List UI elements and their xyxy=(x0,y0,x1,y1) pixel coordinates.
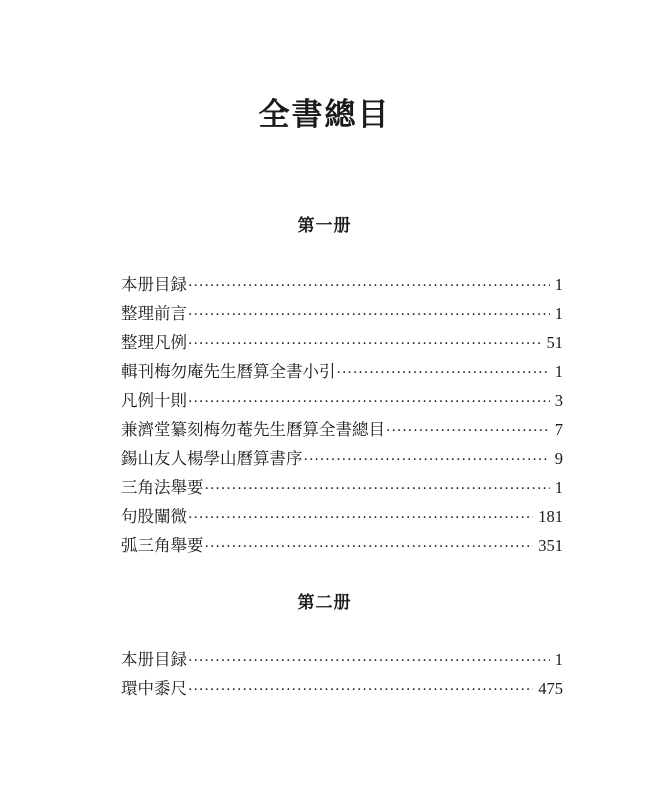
toc-entry-page: 181 xyxy=(538,507,563,526)
toc-entry-page: 1 xyxy=(554,650,563,669)
volume-1-toc xyxy=(121,270,563,560)
toc-entry-page: 51 xyxy=(546,333,563,352)
dot-leader xyxy=(205,533,534,562)
toc-entry-title: 環中黍尺 xyxy=(121,679,187,698)
dot-leader xyxy=(304,446,550,475)
toc-entry-page: 1 xyxy=(554,362,563,381)
dot-leader xyxy=(386,417,550,446)
toc-entry[interactable] xyxy=(121,386,563,415)
toc-entry-page: 3 xyxy=(554,391,563,410)
dot-leader xyxy=(205,475,550,504)
dot-leader xyxy=(188,504,533,533)
toc-entry-page: 1 xyxy=(554,304,563,323)
toc-entry[interactable] xyxy=(121,645,563,674)
toc-entry-title: 弧三角舉要 xyxy=(121,536,204,555)
toc-entry-title: 三角法舉要 xyxy=(121,478,204,497)
toc-entry[interactable] xyxy=(121,444,563,473)
toc-entry[interactable] xyxy=(121,473,563,502)
toc-entry-page: 475 xyxy=(538,679,563,698)
page-title: 全書總目 xyxy=(258,97,391,133)
toc-entry-page: 7 xyxy=(554,420,563,439)
dot-leader xyxy=(337,359,550,388)
toc-entry[interactable] xyxy=(121,328,563,357)
dot-leader xyxy=(188,647,550,676)
toc-entry[interactable] xyxy=(121,270,563,299)
toc-entry[interactable] xyxy=(121,357,563,386)
toc-entry-title: 凡例十則 xyxy=(121,391,187,410)
toc-entry-title: 句股闡微 xyxy=(121,507,187,526)
dot-leader xyxy=(188,330,542,359)
toc-entry-title: 錫山友人楊學山曆算書序 xyxy=(121,449,303,468)
volume-2-heading: 第二册 xyxy=(297,593,352,613)
dot-leader xyxy=(188,272,550,301)
toc-entry-page: 351 xyxy=(538,536,563,555)
toc-entry-title: 整理前言 xyxy=(121,304,187,323)
volume-1-heading: 第一册 xyxy=(297,216,352,236)
dot-leader xyxy=(188,301,550,330)
volume-2-toc xyxy=(121,645,563,703)
dot-leader xyxy=(188,388,550,417)
toc-entry-title: 本册目録 xyxy=(121,275,187,294)
toc-entry-page: 9 xyxy=(554,449,563,468)
toc-entry-page: 1 xyxy=(554,275,563,294)
toc-entry[interactable] xyxy=(121,531,563,560)
toc-entry[interactable] xyxy=(121,502,563,531)
toc-entry-title: 整理凡例 xyxy=(121,333,187,352)
toc-entry-title: 輯刊梅勿庵先生曆算全書小引 xyxy=(121,362,336,381)
toc-entry-title: 兼濟堂纂刻梅勿菴先生曆算全書總目 xyxy=(121,420,385,439)
toc-entry[interactable] xyxy=(121,415,563,444)
toc-entry-page: 1 xyxy=(554,478,563,497)
toc-entry-title: 本册目録 xyxy=(121,650,187,669)
toc-entry[interactable] xyxy=(121,674,563,703)
dot-leader xyxy=(188,676,533,705)
toc-entry[interactable] xyxy=(121,299,563,328)
